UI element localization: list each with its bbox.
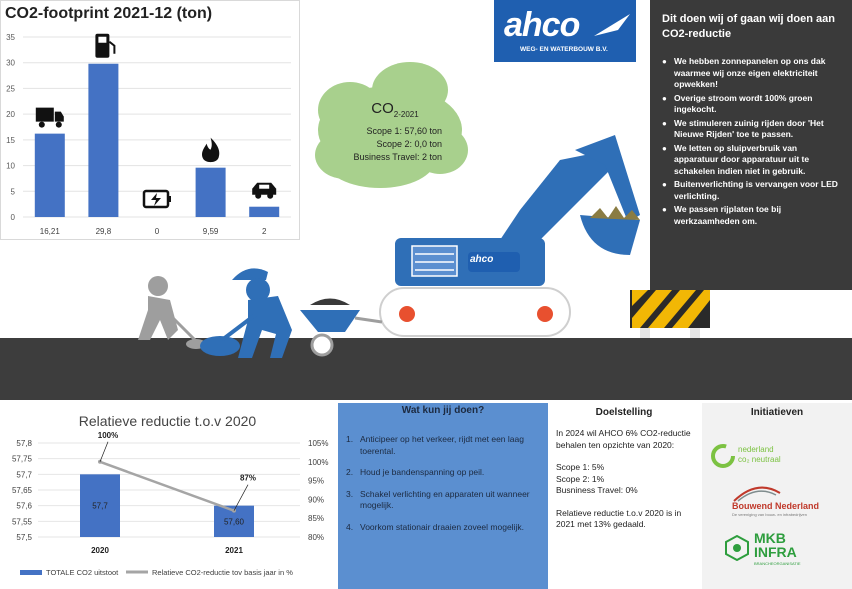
- list-item: [346, 467, 540, 479]
- legend-label-line: Relatieve CO2-reductie tov basis jaar in %: [152, 568, 293, 577]
- goal-title: Doelstelling: [595, 407, 653, 418]
- y-right-tick-label: 85%: [308, 514, 325, 524]
- mkb-infra-icon: [724, 535, 750, 561]
- reduction-line: [100, 462, 234, 511]
- list-item: ● Buitenverlichting is vervangen voor LED verlichting.: [662, 179, 842, 202]
- list-item: ● We stimuleren zuinig rijden door 'Het Nieuwe Rijden' toe te passen.: [662, 118, 842, 141]
- data-label: 9,59: [202, 227, 219, 236]
- goal-intro: In 2024 wil AHCO 6% CO2-reductie behalen ten opzichte van 2020:: [556, 428, 691, 450]
- tip-number: 2.: [346, 467, 354, 477]
- tip-number: 1.: [346, 434, 354, 444]
- y-right-tick-label: 95%: [308, 476, 325, 486]
- y-left-tick-label: 57,6: [16, 501, 32, 511]
- initiatives-panel: [702, 403, 852, 589]
- reduction-measures-title: Dit doen wij of gaan wij doen aan CO2-reductie: [662, 13, 835, 40]
- y-left-tick-label: 57,55: [11, 517, 32, 527]
- list-item: [346, 522, 540, 534]
- list-item: [346, 489, 540, 512]
- cloud-co2-label: CO: [371, 100, 394, 117]
- list-item: ● Overige stroom wordt 100% groen ingekocht.: [662, 93, 842, 116]
- list-item: [346, 434, 540, 457]
- ahco-logo-subtitle: WEG- EN WATERBOUW B.V.: [520, 46, 608, 53]
- y-left-tick-label: 57,7: [16, 470, 32, 480]
- y-tick-label: 30: [6, 58, 15, 68]
- list-item: ● We hebben zonnepanelen op ons dak waarmee wij onze eigen elektriciteit opwekken!: [662, 56, 842, 91]
- cloud-travel: Business Travel: 2 ton: [353, 152, 442, 162]
- y-right-tick-label: 100%: [308, 457, 329, 467]
- tip-text: Anticipeer op het verkeer, rijdt met een laag toerental.: [360, 434, 524, 456]
- excavator-label: ahco: [470, 254, 494, 265]
- y-right-tick-label: 90%: [308, 495, 325, 505]
- x-tick-label: 2020: [91, 546, 109, 555]
- goal-panel: [548, 403, 700, 589]
- list-item: ● We letten op sluipverbruik van apparatuur door apparatuur uit te schakelen indien niet in gebruik.: [662, 143, 842, 178]
- y-tick-label: 25: [6, 84, 15, 94]
- goal-scope2: Scope 2: 1%: [556, 473, 605, 484]
- mkb-infra-main2: INFRA: [754, 544, 797, 560]
- data-label: 16,21: [39, 227, 60, 236]
- cloud-scope1: Scope 1: 57,60 ton: [366, 126, 442, 136]
- tip-number: 4.: [346, 521, 354, 532]
- y-tick-label: 5: [10, 187, 15, 197]
- cloud-scope2: Scope 2: 0,0 ton: [376, 139, 442, 149]
- tip-number: 3.: [346, 488, 354, 499]
- co2-neutraal-line1: nederland: [738, 445, 774, 454]
- mkb-infra-tagline: BRANCHEORGANISATIE: [754, 561, 801, 566]
- y-left-tick-label: 57,5: [16, 533, 32, 542]
- co2-cloud-text: [330, 100, 460, 164]
- y-left-tick-label: 57,8: [16, 439, 32, 448]
- goal-travel: Busniness Travel: 0%: [556, 485, 638, 495]
- data-label: 29,8: [95, 227, 112, 236]
- co2-neutraal-icon: [710, 443, 736, 469]
- mkb-infra-main: MKB: [754, 530, 786, 546]
- line-data-label: 87%: [239, 473, 257, 483]
- ahco-logo-wordmark: ahco: [504, 6, 580, 44]
- line-data-label: 100%: [97, 430, 119, 440]
- co2-footprint-chart-title: CO2-footprint 2021-12 (ton): [5, 5, 213, 22]
- y-tick-label: 15: [6, 135, 15, 145]
- data-label: 2: [261, 227, 267, 236]
- tip-text: Voorkom stationair draaien zoveel mogelijk.: [360, 521, 524, 532]
- worker-blue-icon: [200, 268, 292, 358]
- tips-title: Wat kun jij doen?: [401, 405, 485, 416]
- y-tick-label: 20: [6, 110, 15, 120]
- list-item: ● We passen rijplaten toe bij werkzaamheden om.: [662, 204, 842, 227]
- tip-text: Schakel verlichting en apparaten uit wanneer mogelijk.: [360, 488, 530, 510]
- y-right-tick-label: 105%: [308, 439, 329, 448]
- y-tick-label: 35: [6, 33, 15, 42]
- bouwend-nederland-name: Bouwend Nederland: [732, 501, 820, 511]
- relative-reduction-chart-title: Relatieve reductie t.o.v 2020: [78, 413, 257, 429]
- y-left-tick-label: 57,75: [11, 454, 32, 464]
- reduction-measures-list: [662, 56, 842, 227]
- x-tick-label: 2021: [225, 546, 243, 555]
- relative-reduction-chart-panel: [0, 403, 335, 589]
- legend-label-bars: TOTALE CO2 uitstoot: [46, 568, 119, 577]
- cloud-co2-subscript: 2-2021: [393, 110, 419, 119]
- data-label: 0: [154, 227, 160, 236]
- tip-text: Houd je bandenspanning op peil.: [360, 467, 485, 477]
- bouwend-nederland-arc-icon: [732, 483, 782, 503]
- cloud-co2-heading: [330, 100, 460, 119]
- y-left-tick-label: 57,65: [11, 486, 32, 495]
- initiatives-title: Initiatieven: [750, 407, 804, 418]
- y-tick-label: 0: [10, 213, 15, 222]
- co2-neutraal-line2: co₂ neutraal: [738, 455, 781, 464]
- road: [0, 338, 852, 400]
- goal-scope1: Scope 1: 5%: [556, 462, 605, 472]
- y-right-tick-label: 80%: [308, 533, 325, 542]
- tips-list: [346, 434, 540, 533]
- bar-data-label: 57,7: [92, 501, 108, 511]
- bar-data-label: 57,60: [223, 517, 245, 527]
- bouwend-nederland-tagline: De vereniging van bouw- en infrabedrijven: [732, 512, 807, 517]
- reduction-measures-panel: [650, 0, 852, 290]
- relative-reduction-chart: [0, 403, 335, 589]
- legend-swatch-bars: [20, 570, 42, 575]
- y-tick-label: 10: [6, 161, 15, 171]
- tips-panel: [338, 403, 548, 589]
- goal-result: Relatieve reductie t.o.v 2020 is in 2021 met 13% gedaald.: [556, 507, 682, 529]
